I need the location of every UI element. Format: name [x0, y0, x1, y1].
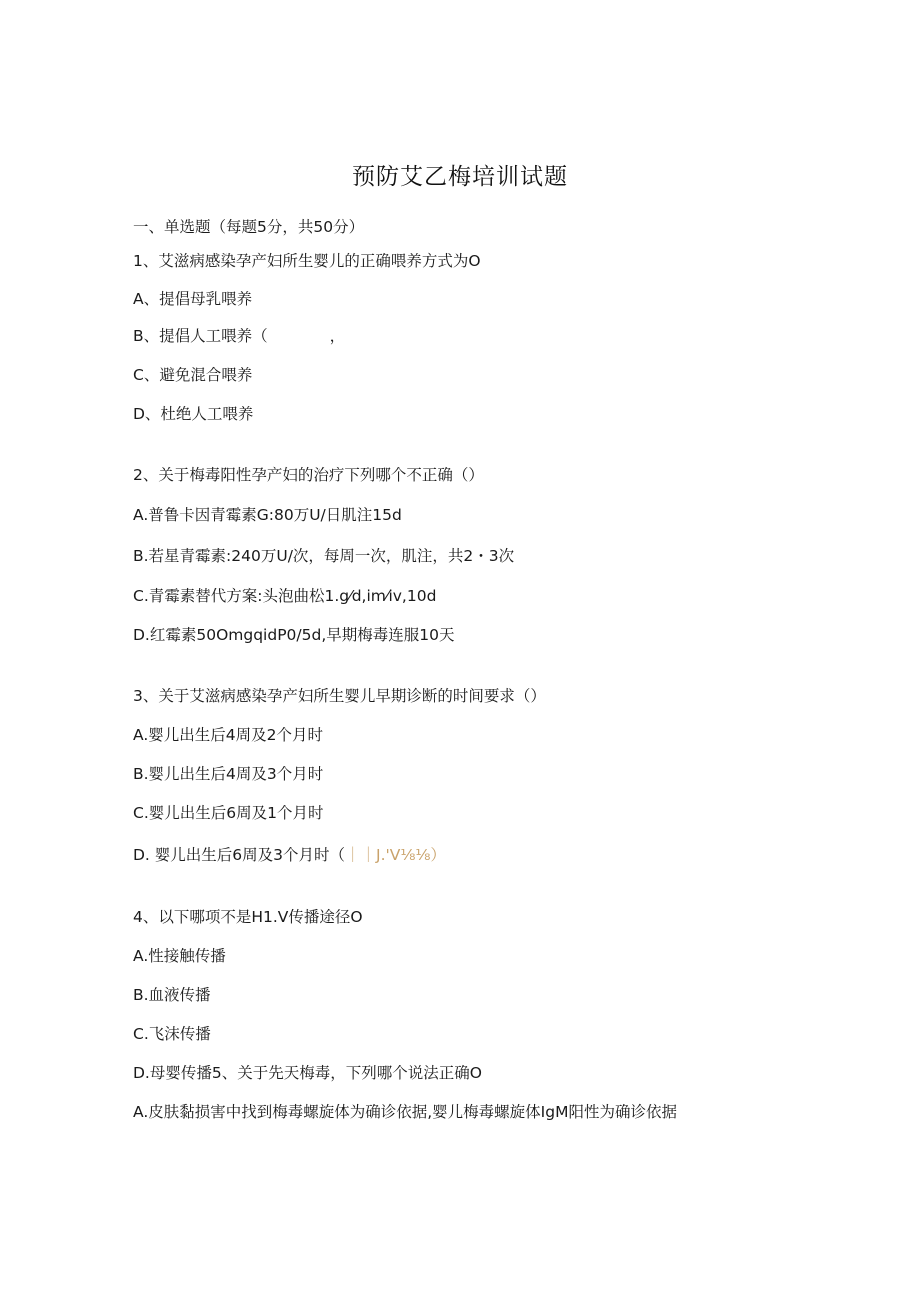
question-5-option-a: A.皮肤黏损害中找到梅毒螺旋体为确诊依据,婴儿梅毒螺旋体IgM阳性为确诊依据 [133, 1103, 677, 1121]
question-1-option-c: C、避免混合喂养 [133, 366, 253, 384]
question-1-stem: 1、艾滋病感染孕产妇所生婴儿的正确喂养方式为O [133, 252, 481, 270]
question-2-option-c: C.青霉素替代方案:头泡曲松1.g⁄d,im⁄iv,10d [133, 587, 437, 605]
question-1-option-a: A、提倡母乳喂养 [133, 290, 253, 308]
question-4-option-c: C.飞沫传播 [133, 1025, 211, 1043]
question-2-option-a: A.普鲁卡因青霉素G:80万U/日肌注15d [133, 506, 402, 524]
question-3-option-d-mark: ｜｜J.'V⅛⅛） [345, 846, 446, 864]
question-4-option-d: D.母婴传播5、关于先天梅毒，下列哪个说法正确O [133, 1064, 482, 1082]
question-1-option-b: B、提倡人工喂养（ ， [133, 327, 346, 345]
question-3-stem: 3、关于艾滋病感染孕产妇所生婴儿早期诊断的时间要求（） [133, 687, 546, 705]
question-3-option-a: A.婴儿出生后4周及2个月时 [133, 726, 323, 744]
question-3-option-d [133, 845, 446, 865]
question-1-option-d: D、杜绝人工喂养 [133, 405, 254, 423]
section-heading: 一、单选题（每题5分，共50分） [133, 218, 365, 236]
question-3-option-c: C.婴儿出生后6周及1个月时 [133, 804, 324, 822]
question-2-option-b: B.若星青霉素:240万U/次，每周一次，肌注，共2・3次 [133, 547, 515, 565]
question-2-stem: 2、关于梅毒阳性孕产妇的治疗下列哪个不正确（） [133, 466, 484, 484]
question-3-option-d-text: D. 婴儿出生后6周及3个月时（ [133, 846, 346, 864]
question-4-option-b: B.血液传播 [133, 986, 211, 1004]
question-4-option-a: A.性接触传播 [133, 947, 226, 965]
question-4-stem: 4、以下哪项不是H1.V传播途径O [133, 908, 363, 926]
question-2-option-d: D.红霉素50OmgqidP0/5d,早期梅毒连服10天 [133, 626, 455, 644]
question-3-option-b: B.婴儿出生后4周及3个月时 [133, 765, 324, 783]
document-title: 预防艾乙梅培训试题 [352, 164, 568, 190]
